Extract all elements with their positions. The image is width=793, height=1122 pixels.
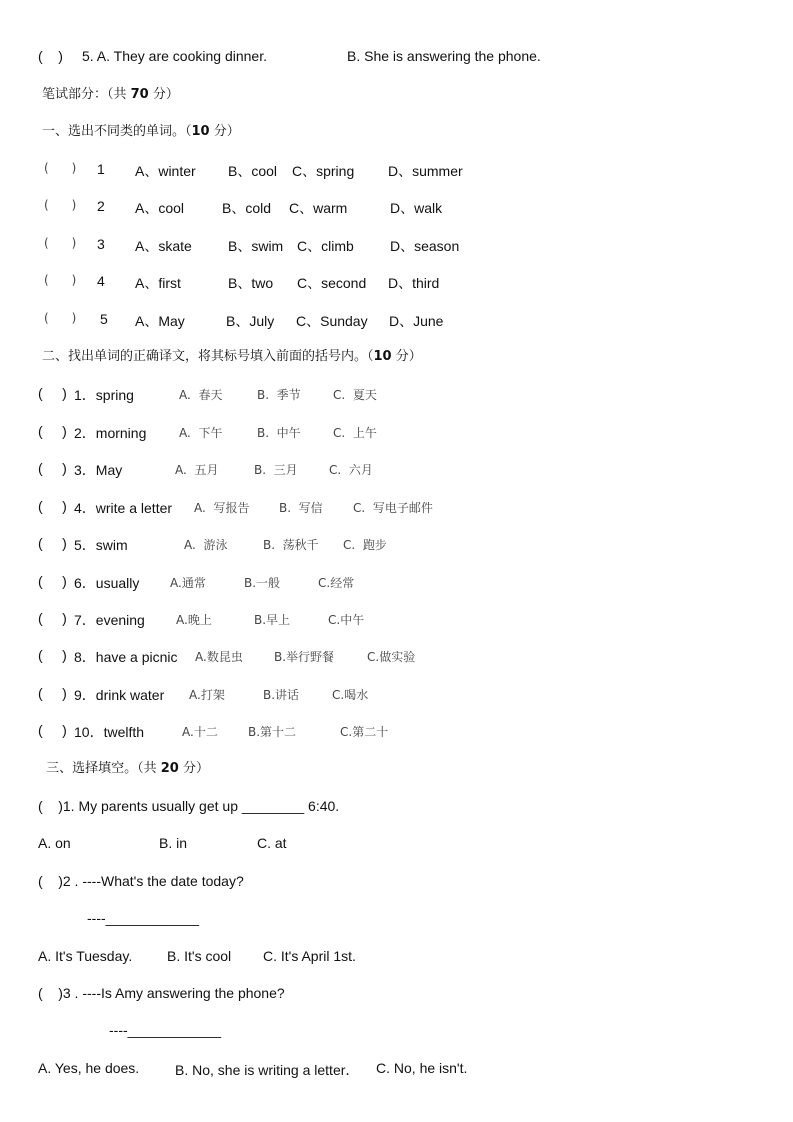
option-b: B. in	[159, 835, 188, 851]
section-2-title: 二、找出单词的正确译文，将其标号填入前面的括号内。（10 分）	[42, 349, 422, 364]
option-c: C. No, he isn't.	[376, 1060, 468, 1076]
option-b: B. She is answering the phone.	[347, 48, 541, 64]
option-a: A. on	[38, 835, 71, 851]
option-c: C. at	[257, 835, 287, 851]
option-a: A. Yes, he does.	[38, 1060, 140, 1076]
option-c: C. It's April 1st.	[263, 948, 356, 964]
section-3-title: 三、选择填空。（共 20 分）	[42, 761, 209, 776]
answer-paren: ( )	[38, 48, 63, 64]
answer-line: ----____________	[87, 910, 200, 926]
answer-line: ----____________	[109, 1022, 222, 1038]
question-text: ( )1. My parents usually get up ________ 6:40.	[38, 798, 340, 814]
section-1-title: 一、选出不同类的单词。（10 分）	[42, 124, 240, 139]
question-text: ( )3 . ----Is Amy answering the phone?	[38, 985, 285, 1001]
question-text: 5. A. They are cooking dinner.	[82, 48, 267, 64]
written-part-header: 笔试部分：（共 70 分）	[42, 87, 179, 102]
option-b: B. It's cool	[167, 948, 232, 964]
worksheet-page: ( ) 5. A. They are cooking dinner. B. She is answering the phone. 笔试部分：（共 70 分） 一、选出不同类的单词。（10 分） ( ) 1 A、winter B、cool C、spring D、summer ( ) 2 A、cool B、cold C、warm D、walk ( ) 3 A、skate B、swim C、climb D、season ( ) 4 A、first B、two C、second D、third ( ) 5 A、May B、July C、Sunday D、June 二、找出单词的正确译文，将其标号填入前面的括号内。（10 分） ( ) 1．spring A. 春天 B. 季节 C. 夏天 ( ) 2．morning A. 下午 B. 中午 C. 上午 ( ) 3．May A. 五月 B. 三月 C. 六月 ( ) 4．write a letter A. 写报告 B. 写信 C. 写电子邮件 ( ) 5．swim A. 游泳 B. 荡秋千 C. 跑步 ( ) 6．usually A.通常 B.一般 C.经常 ( ) 7．evening A.晚上 B.早上 C.中午 ( ) 8．have a picnic A.数昆虫 B.举行野餐 C.做实验 ( ) 9．drink water A.打架 B.讲话 C.喝水 ( ) 10．twelfth A.十二 B.第十二 C.第二十 三、选择填空。（共 20 分） ( )1. My parents usually get up ________ 6:40. A. on B. in C. at ( )2 . ----What's the date today? ----____________ A. It's Tuesday. B. It's cool C. It's April 1st. ( )3 . ----Is Amy answering the phone? ----____________ A. Yes, he does. B. No, she is writing a letter． C. No, he isn't.	[38, 48, 541, 1078]
option-b: B. No, she is writing a letter．	[175, 1062, 360, 1078]
question-text: ( )2 . ----What's the date today?	[38, 873, 244, 889]
option-a: A. It's Tuesday.	[38, 948, 133, 964]
